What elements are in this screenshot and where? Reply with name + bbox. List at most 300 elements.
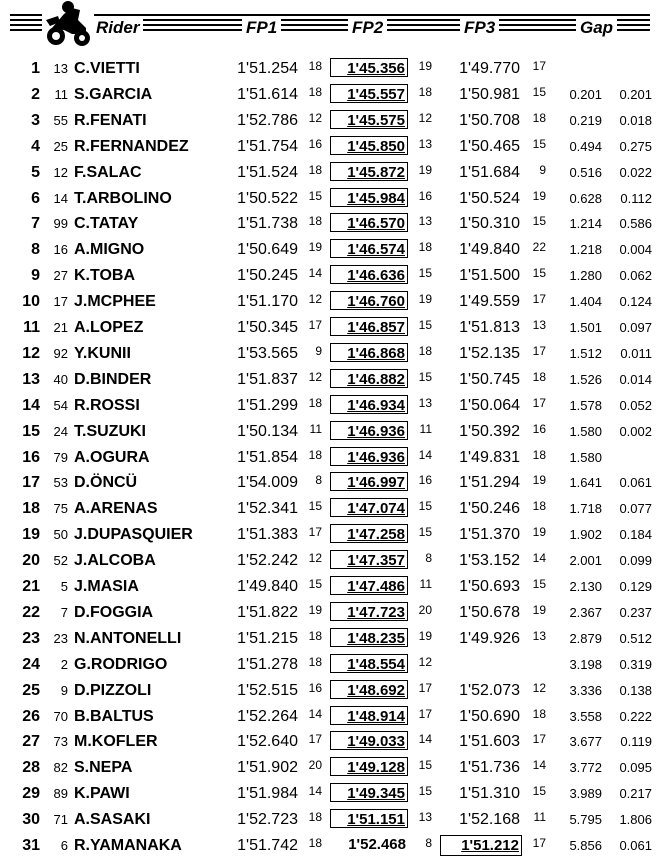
fp3-time: 1'51.212 [440, 835, 522, 856]
fp3-laps: 17 [532, 292, 546, 307]
position: 27 [22, 733, 40, 751]
fp2-time: 1'48.235 [330, 628, 408, 647]
fp2-time: 1'46.934 [330, 395, 408, 414]
fp2-laps: 12 [418, 654, 432, 669]
fp1-time: 1'52.723 [237, 811, 298, 829]
fp3-laps: 17 [532, 395, 546, 410]
fp3-time: 1'51.684 [459, 163, 520, 181]
table-row [0, 419, 660, 445]
table-header [0, 0, 660, 50]
fp2-laps: 13 [418, 214, 432, 229]
gap-to-first: 1.718 [569, 501, 602, 517]
fp2-time: 1'45.872 [330, 162, 408, 181]
fp1-laps: 14 [308, 784, 322, 799]
gap-to-first: 2.001 [569, 553, 602, 569]
fp3-time: 1'51.310 [459, 785, 520, 803]
fp3-time: 1'50.465 [459, 137, 520, 155]
position: 30 [22, 811, 40, 829]
rider-name: D.ÖNCÜ [74, 474, 138, 492]
position: 7 [31, 215, 40, 233]
fp1-time: 1'52.242 [237, 552, 298, 570]
fp1-time: 1'51.837 [237, 370, 298, 388]
fp1-time: 1'51.822 [237, 603, 298, 621]
fp1-laps: 18 [308, 162, 322, 177]
fp1-laps: 15 [308, 577, 322, 591]
fp3-laps: 18 [532, 706, 546, 721]
fp3-laps: 13 [532, 318, 546, 332]
fp2-time: 1'51.151 [330, 809, 408, 828]
position: 22 [22, 603, 40, 621]
gap-to-previous: 0.018 [619, 112, 652, 128]
fp3-time: 1'51.500 [459, 267, 520, 285]
rider-number: 7 [60, 604, 68, 620]
fp2-laps: 18 [418, 240, 432, 255]
fp3-time: 1'49.770 [459, 60, 520, 77]
fp1-laps: 9 [315, 343, 322, 358]
fp3-laps: 18 [532, 369, 546, 384]
fp1-time: 1'51.299 [237, 396, 298, 414]
fp3-time: 1'49.840 [459, 241, 520, 259]
fp3-laps: 16 [532, 421, 546, 436]
position: 1 [31, 60, 40, 77]
rider-name: A.LOPEZ [74, 319, 144, 336]
rider-name: A.MIGNO [74, 241, 145, 259]
position: 23 [22, 629, 40, 647]
table-row [0, 56, 660, 82]
fp3-laps: 19 [532, 525, 546, 540]
fp1-time: 1'51.614 [237, 85, 298, 103]
table-row [0, 186, 660, 212]
fp2-time: 1'48.914 [330, 706, 408, 725]
fp1-laps: 17 [308, 318, 322, 332]
fp3-time: 1'51.813 [459, 319, 520, 336]
gap-to-first: 1.214 [569, 216, 602, 232]
rider-name: G.RODRIGO [74, 655, 168, 673]
rider-number: 11 [54, 86, 68, 102]
rider-number: 2 [60, 656, 68, 672]
gap-to-previous: 0.097 [619, 320, 652, 335]
fp1-time: 1'52.515 [237, 681, 298, 699]
rider-name: D.FOGGIA [74, 603, 154, 621]
gap-to-first: 1.580 [569, 449, 602, 465]
fp2-laps: 15 [418, 266, 432, 281]
fp1-time: 1'51.754 [237, 137, 298, 155]
rider-name: K.TOBA [74, 267, 136, 285]
position: 26 [22, 707, 40, 725]
fp1-laps: 18 [308, 628, 322, 643]
position: 9 [31, 267, 40, 285]
fp1-time: 1'50.134 [237, 422, 298, 440]
fp2-laps: 19 [418, 162, 432, 177]
rider-name: J.DUPASQUIER [74, 526, 193, 544]
fp2-laps: 11 [419, 577, 432, 591]
position: 28 [22, 759, 40, 777]
fp1-laps: 18 [308, 59, 322, 73]
rider-number: 70 [53, 708, 68, 724]
rider-number: 89 [53, 786, 68, 802]
gap-to-previous: 0.275 [619, 138, 652, 154]
fp3-laps: 17 [532, 343, 546, 358]
rider-name: J.ALCOBA [74, 552, 156, 570]
fp3-time: 1'52.135 [459, 344, 520, 362]
gap-to-first: 3.989 [569, 786, 602, 802]
fp2-time: 1'45.984 [330, 188, 408, 207]
table-row [0, 393, 660, 419]
fp1-time: 1'51.854 [237, 448, 298, 466]
fp1-laps: 12 [308, 551, 322, 566]
gap-to-first: 1.512 [569, 345, 602, 361]
gap-to-first: 2.879 [569, 630, 602, 646]
fp3-time: 1'51.370 [459, 526, 520, 544]
fp2-time: 1'45.557 [330, 84, 408, 103]
gap-to-previous: 0.586 [619, 216, 652, 232]
gap-to-previous: 0.124 [619, 294, 652, 310]
gap-to-first: 3.336 [569, 682, 602, 698]
fp2-laps: 16 [418, 188, 432, 203]
rider-column-header: Rider [92, 18, 143, 38]
fp2-time: 1'46.936 [330, 421, 408, 440]
fp1-laps: 18 [308, 810, 322, 825]
fp1-laps: 11 [309, 421, 322, 436]
rider-number: 50 [53, 527, 68, 543]
gap-to-first: 2.367 [569, 604, 602, 620]
gap-to-previous: 1.806 [619, 812, 652, 828]
fp1-laps: 18 [308, 395, 322, 410]
rider-name: J.MCPHEE [74, 293, 156, 311]
rider-name: R.YAMANAKA [74, 837, 182, 854]
gap-to-previous: 0.119 [620, 734, 652, 750]
gap-to-first: 3.772 [569, 760, 602, 776]
fp3-laps: 15 [532, 577, 546, 591]
rider-name: C.TATAY [74, 215, 139, 233]
table-row [0, 755, 660, 781]
fp1-time: 1'51.170 [237, 293, 298, 311]
rider-name: D.BINDER [74, 370, 152, 388]
fp1-laps: 16 [308, 680, 322, 695]
fp3-laps: 22 [532, 240, 546, 255]
fp3-laps: 9 [539, 162, 546, 177]
rider-number: 53 [53, 475, 68, 491]
rider-name: A.SASAKI [74, 811, 151, 829]
position: 19 [22, 526, 40, 544]
fp1-laps: 14 [308, 706, 322, 721]
gap-to-first: 1.280 [569, 268, 602, 284]
position: 17 [22, 474, 40, 492]
rider-name: S.NEPA [74, 759, 133, 777]
rider-name: T.SUZUKI [74, 422, 146, 440]
rider-name: K.PAWI [74, 785, 130, 803]
rider-number: 23 [53, 630, 68, 646]
fp3-laps: 19 [532, 473, 546, 488]
position: 31 [22, 837, 40, 854]
fp1-time: 1'51.254 [237, 60, 298, 77]
fp3-laps: 13 [532, 628, 546, 643]
fp2-laps: 13 [418, 395, 432, 410]
fp2-time: 1'46.868 [330, 343, 408, 362]
position: 6 [31, 189, 40, 207]
table-row [0, 652, 660, 678]
gap-to-previous: 0.014 [619, 371, 652, 387]
position: 5 [31, 163, 40, 181]
fp2-laps: 8 [425, 551, 432, 566]
fp2-time: 1'48.554 [330, 654, 408, 673]
fp2-time: 1'46.857 [330, 317, 408, 336]
rider-name: R.ROSSI [74, 396, 140, 414]
fp3-laps: 15 [532, 84, 546, 99]
position: 4 [31, 137, 40, 155]
fp2-time: 1'46.574 [330, 239, 408, 258]
fp2-time: 1'47.723 [330, 602, 408, 621]
table-row [0, 496, 660, 522]
rider-number: 75 [53, 501, 68, 517]
fp3-laps: 14 [532, 551, 546, 566]
table-row [0, 289, 660, 315]
fp2-time: 1'45.356 [330, 58, 408, 77]
gap-to-previous: 0.112 [620, 190, 652, 206]
rider-number: 5 [60, 579, 68, 594]
fp2-time: 1'49.345 [330, 783, 408, 802]
fp3-time: 1'50.708 [459, 111, 520, 129]
table-row [0, 600, 660, 626]
rider-name: Y.KUNII [74, 344, 131, 362]
gap-to-previous: 0.319 [619, 656, 652, 672]
rider-number: 13 [53, 61, 68, 76]
gap-to-previous: 0.222 [619, 708, 652, 724]
fp2-laps: 14 [418, 732, 432, 747]
fp1-laps: 14 [308, 266, 322, 281]
fp1-time: 1'51.278 [237, 655, 298, 673]
gap-to-previous: 0.002 [619, 423, 652, 439]
fp2-laps: 13 [418, 136, 432, 151]
gap-to-first: 3.677 [569, 734, 602, 750]
fp1-time: 1'52.264 [237, 707, 298, 725]
rider-name: R.FENATI [74, 111, 147, 129]
position: 3 [31, 111, 40, 129]
fp1-laps: 12 [308, 292, 322, 307]
table-row [0, 807, 660, 833]
table-row [0, 470, 660, 496]
fp2-laps: 19 [418, 628, 432, 643]
rider-number: 92 [53, 345, 68, 361]
fp1-time: 1'51.984 [237, 785, 298, 803]
gap-to-first: 5.856 [569, 838, 602, 853]
fp2-laps: 18 [418, 343, 432, 358]
fp3-laps: 17 [532, 836, 546, 850]
table-row [0, 678, 660, 704]
gap-to-previous: 0.077 [619, 501, 652, 517]
position: 24 [22, 655, 40, 673]
fp1-time: 1'53.565 [237, 344, 298, 362]
fp2-time: 1'47.486 [330, 576, 408, 595]
fp3-column-header: FP3 [460, 18, 499, 38]
rider-number: 82 [53, 760, 68, 776]
fp1-time: 1'50.345 [237, 319, 298, 336]
fp2-laps: 15 [418, 758, 432, 773]
rider-number: 27 [53, 268, 68, 284]
fp1-time: 1'51.742 [237, 837, 298, 854]
table-row [0, 574, 660, 600]
motorcycle-rider-icon [42, 0, 94, 50]
rider-number: 24 [53, 423, 68, 439]
gap-to-first: 3.198 [569, 656, 602, 672]
fp2-time: 1'46.760 [330, 291, 408, 310]
fp1-time: 1'54.009 [237, 474, 298, 492]
fp1-laps: 20 [308, 758, 322, 773]
gap-to-previous: 0.052 [619, 397, 652, 413]
fp3-time: 1'50.524 [459, 189, 520, 207]
fp1-time: 1'52.341 [237, 500, 298, 518]
table-row [0, 522, 660, 548]
fp3-time: 1'51.603 [459, 733, 520, 751]
gap-to-first: 1.580 [569, 423, 602, 439]
position: 8 [31, 241, 40, 259]
fp2-laps: 15 [418, 318, 432, 332]
rider-number: 40 [53, 371, 68, 387]
fp1-time: 1'50.245 [237, 267, 298, 285]
rider-name: C.VIETTI [74, 60, 140, 77]
gap-to-previous: 0.129 [619, 579, 652, 594]
gap-to-previous: 0.201 [619, 86, 652, 102]
fp1-time: 1'49.840 [237, 578, 298, 595]
table-row [0, 82, 660, 108]
fp2-laps: 14 [418, 447, 432, 462]
fp1-time: 1'51.738 [237, 215, 298, 233]
rider-number: 21 [53, 320, 68, 335]
fp1-laps: 18 [308, 214, 322, 229]
fp1-laps: 12 [308, 110, 322, 125]
fp3-laps: 17 [532, 59, 546, 73]
gap-to-first: 1.404 [569, 294, 602, 310]
fp3-laps: 11 [533, 810, 546, 825]
fp3-laps: 15 [532, 136, 546, 151]
rider-number: 6 [60, 838, 68, 853]
gap-to-first: 0.201 [569, 86, 602, 102]
table-row [0, 704, 660, 730]
fp3-laps: 17 [532, 732, 546, 747]
table-row [0, 445, 660, 471]
fp3-time: 1'49.831 [459, 448, 520, 466]
fp2-time: 1'46.936 [330, 447, 408, 466]
fp3-time: 1'50.064 [459, 396, 520, 414]
fp3-time: 1'50.246 [459, 500, 520, 518]
fp1-laps: 15 [308, 499, 322, 514]
gap-to-previous: 0.237 [619, 604, 652, 620]
rider-number: 12 [53, 164, 68, 180]
fp3-time: 1'50.745 [459, 370, 520, 388]
table-row [0, 211, 660, 237]
table-row [0, 548, 660, 574]
fp1-column-header: FP1 [242, 18, 281, 38]
gap-to-first: 1.641 [569, 475, 602, 491]
fp2-laps: 18 [418, 84, 432, 99]
gap-to-previous: 0.099 [619, 553, 652, 569]
fp2-column-header: FP2 [348, 18, 387, 38]
fp3-time: 1'50.392 [459, 422, 520, 440]
fp3-laps: 14 [532, 758, 546, 773]
table-row [0, 315, 660, 341]
fp2-time: 1'45.850 [330, 136, 408, 155]
rider-name: D.PIZZOLI [74, 681, 152, 699]
position: 20 [22, 552, 40, 570]
gap-to-first: 1.902 [569, 527, 602, 543]
fp1-laps: 18 [308, 447, 322, 462]
fp1-time: 1'51.902 [237, 759, 298, 777]
rider-number: 55 [53, 112, 68, 128]
fp1-laps: 17 [308, 525, 322, 540]
fp2-laps: 15 [418, 525, 432, 540]
position: 25 [22, 681, 40, 699]
table-row [0, 367, 660, 393]
gap-to-first: 0.494 [569, 138, 602, 154]
fp2-laps: 15 [418, 784, 432, 799]
fp2-laps: 8 [425, 836, 432, 850]
fp2-laps: 17 [418, 706, 432, 721]
gap-to-first: 5.795 [569, 812, 602, 828]
fp1-time: 1'50.522 [237, 189, 298, 207]
gap-to-first: 0.628 [569, 190, 602, 206]
gap-to-first: 1.501 [569, 320, 602, 335]
position: 18 [22, 500, 40, 518]
rider-number: 73 [53, 734, 68, 750]
fp2-laps: 11 [419, 421, 432, 436]
position: 15 [22, 422, 40, 440]
table-row [0, 160, 660, 186]
fp2-time: 1'52.468 [348, 836, 406, 853]
fp2-laps: 17 [418, 680, 432, 695]
gap-to-first: 3.558 [569, 708, 602, 724]
fp3-laps: 19 [532, 602, 546, 617]
fp1-laps: 17 [308, 732, 322, 747]
position: 2 [31, 85, 40, 103]
fp1-laps: 12 [308, 369, 322, 384]
gap-to-previous: 0.095 [619, 760, 652, 776]
position: 29 [22, 785, 40, 803]
rider-number: 25 [53, 138, 68, 154]
fp3-time: 1'50.690 [459, 707, 520, 725]
fp3-laps: 18 [532, 447, 546, 462]
fp2-time: 1'47.357 [330, 550, 408, 569]
gap-to-previous: 0.061 [619, 838, 652, 853]
rider-name: B.BALTUS [74, 707, 154, 725]
rider-number: 71 [53, 812, 68, 828]
rider-number: 99 [53, 216, 68, 232]
fp2-time: 1'47.258 [330, 524, 408, 543]
gap-to-first: 0.219 [569, 112, 602, 128]
fp3-time: 1'49.926 [459, 629, 520, 647]
fp1-time: 1'51.215 [237, 629, 298, 647]
fp3-time: 1'50.310 [459, 215, 520, 233]
rider-name: S.GARCIA [74, 85, 153, 103]
fp1-time: 1'51.524 [237, 163, 298, 181]
fp2-time: 1'48.692 [330, 680, 408, 699]
fp2-laps: 19 [418, 59, 432, 73]
position: 10 [22, 293, 40, 311]
position: 16 [22, 448, 40, 466]
rider-number: 14 [53, 190, 68, 206]
fp3-laps: 12 [532, 680, 546, 695]
fp2-time: 1'46.882 [330, 369, 408, 388]
table-row [0, 626, 660, 652]
table-row [0, 263, 660, 289]
fp2-time: 1'49.033 [330, 731, 408, 750]
fp2-laps: 19 [418, 292, 432, 307]
position: 21 [22, 578, 40, 595]
fp2-laps: 16 [418, 473, 432, 488]
fp3-time: 1'51.294 [459, 474, 520, 492]
fp2-time: 1'47.074 [330, 498, 408, 517]
fp3-laps: 15 [532, 266, 546, 281]
fp2-laps: 15 [418, 499, 432, 514]
